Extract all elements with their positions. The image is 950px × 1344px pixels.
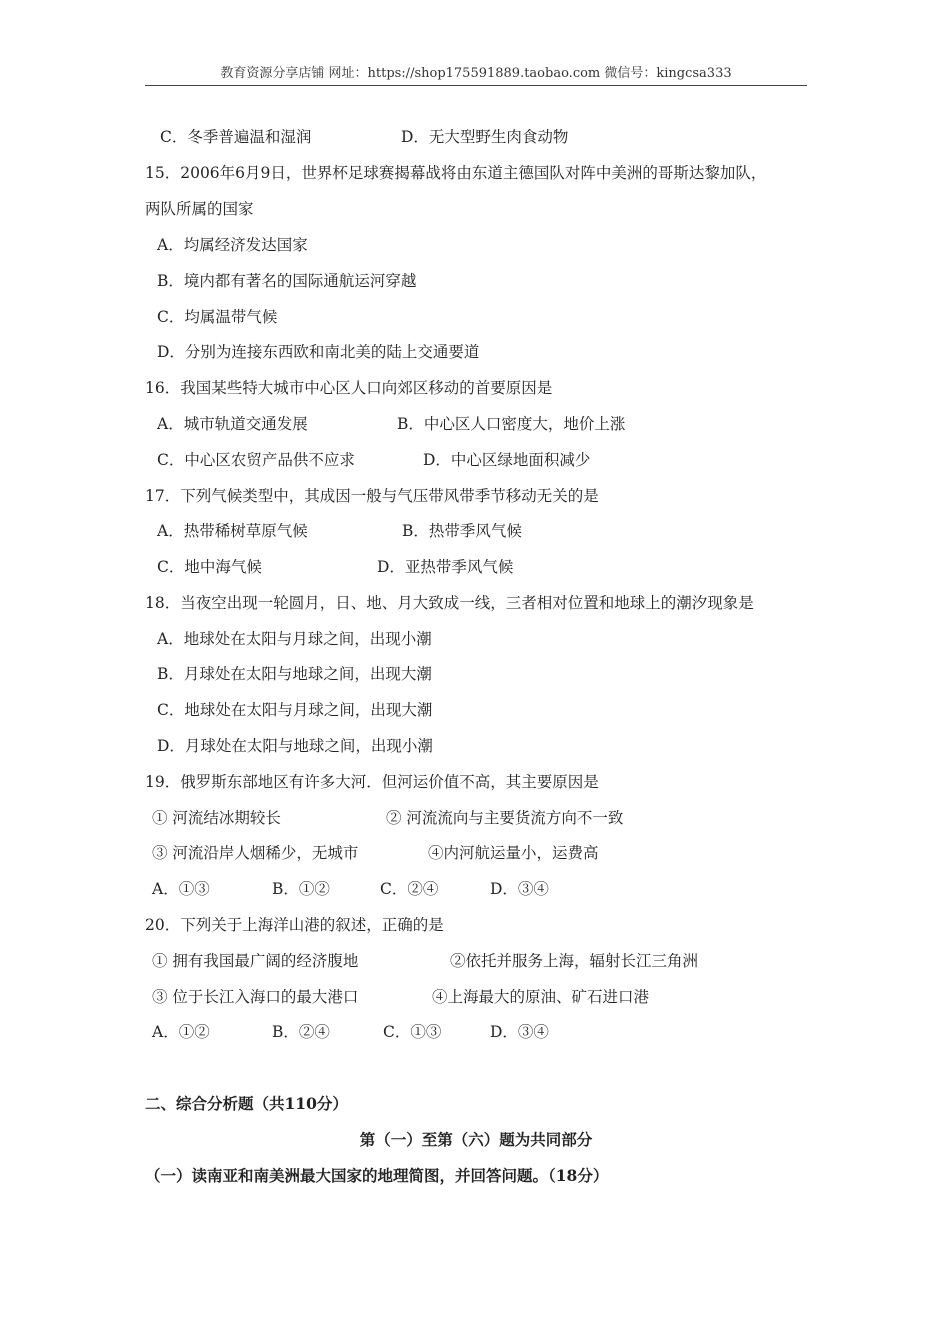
q18-stem: 18．当夜空出现一轮圆月，日、地、月大致成一线，三者相对位置和地球上的潮汐现象是 — [145, 594, 754, 612]
q19-option-d: D．③④ — [490, 880, 549, 898]
q18-option-a: A．地球处在太阳与月球之间，出现小潮 — [157, 630, 432, 648]
q20-option-a: A．①② — [152, 1023, 210, 1041]
q15-stem-line1: 15．2006年6月9日，世界杯足球赛揭幕战将由东道主德国队对阵中美洲的哥斯达黎加队， — [145, 164, 767, 182]
q18-option-c: C．地球处在太阳与月球之间，出现大潮 — [157, 701, 433, 719]
q20-item-2: ②依托并服务上海，辐射长江三角洲 — [450, 952, 699, 970]
q19-stem: 19．俄罗斯东部地区有许多大河．但河运价值不高，其主要原因是 — [145, 773, 599, 791]
q15-option-d: D．分别为连接东西欧和南北美的陆上交通要道 — [157, 343, 480, 361]
q20-option-c: C．①③ — [383, 1023, 442, 1041]
q17-option-a: A．热带稀树草原气候 — [157, 522, 308, 540]
q20-item-1: ① 拥有我国最广阔的经济腹地 — [152, 952, 359, 970]
page-header: 教育资源分享店铺 网址：https://shop175591889.taobao.com 微信号：kingcsa333 — [220, 66, 732, 81]
q20-stem: 20．下列关于上海洋山港的叙述，正确的是 — [145, 916, 444, 934]
section-title: 二、综合分析题（共110分） — [145, 1094, 348, 1113]
q20-item-4: ④上海最大的原油、矿石进口港 — [432, 988, 650, 1006]
q16-option-d: D．中心区绿地面积减少 — [423, 451, 591, 469]
part-1-heading: （一）读南亚和南美洲最大国家的地理简图，并回答问题。（18分） — [145, 1166, 609, 1185]
q17-option-c: C．地中海气候 — [157, 558, 262, 576]
q16-option-a: A．城市轨道交通发展 — [157, 415, 308, 433]
q19-option-b: B．①② — [272, 880, 330, 898]
q15-option-b: B．境内都有著名的国际通航运河穿越 — [157, 272, 417, 290]
q19-option-c: C．②④ — [380, 880, 439, 898]
q20-option-b: B．②④ — [272, 1023, 330, 1041]
q19-option-a: A．①③ — [152, 880, 210, 898]
q18-option-b: B．月球处在太阳与地球之间，出现大潮 — [157, 665, 432, 683]
q20-item-3: ③ 位于长江入海口的最大港口 — [152, 988, 359, 1006]
q16-option-b: B．中心区人口密度大，地价上涨 — [397, 415, 626, 433]
section-subtitle: 第（一）至第（六）题为共同部分 — [359, 1130, 593, 1149]
q19-item-1: ① 河流结冰期较长 — [152, 809, 281, 827]
q17-option-d: D．亚热带季风气候 — [377, 558, 514, 576]
header-rule — [145, 85, 807, 86]
q15-stem-line2: 两队所属的国家 — [145, 200, 254, 218]
q17-option-b: B．热带季风气候 — [402, 522, 522, 540]
q16-option-c: C．中心区农贸产品供不应求 — [157, 451, 355, 469]
q15-option-c: C．均属温带气候 — [157, 308, 278, 326]
q19-item-3: ③ 河流沿岸人烟稀少，无城市 — [152, 844, 359, 862]
q18-option-d: D．月球处在太阳与地球之间，出现小潮 — [157, 737, 433, 755]
q15-option-a: A．均属经济发达国家 — [157, 236, 308, 254]
q19-item-2: ② 河流流向与主要货流方向不一致 — [386, 809, 624, 827]
q20-option-d: D．③④ — [490, 1023, 549, 1041]
q19-item-4: ④内河航运量小，运费高 — [428, 844, 599, 862]
q16-stem: 16．我国某些特大城市中心区人口向郊区移动的首要原因是 — [145, 379, 553, 397]
q17-stem: 17．下列气候类型中，其成因一般与气压带风带季节移动无关的是 — [145, 487, 599, 505]
q14-option-d: D．无大型野生肉食动物 — [401, 128, 569, 146]
q14-option-c: C．冬季普遍温和湿润 — [160, 128, 312, 146]
